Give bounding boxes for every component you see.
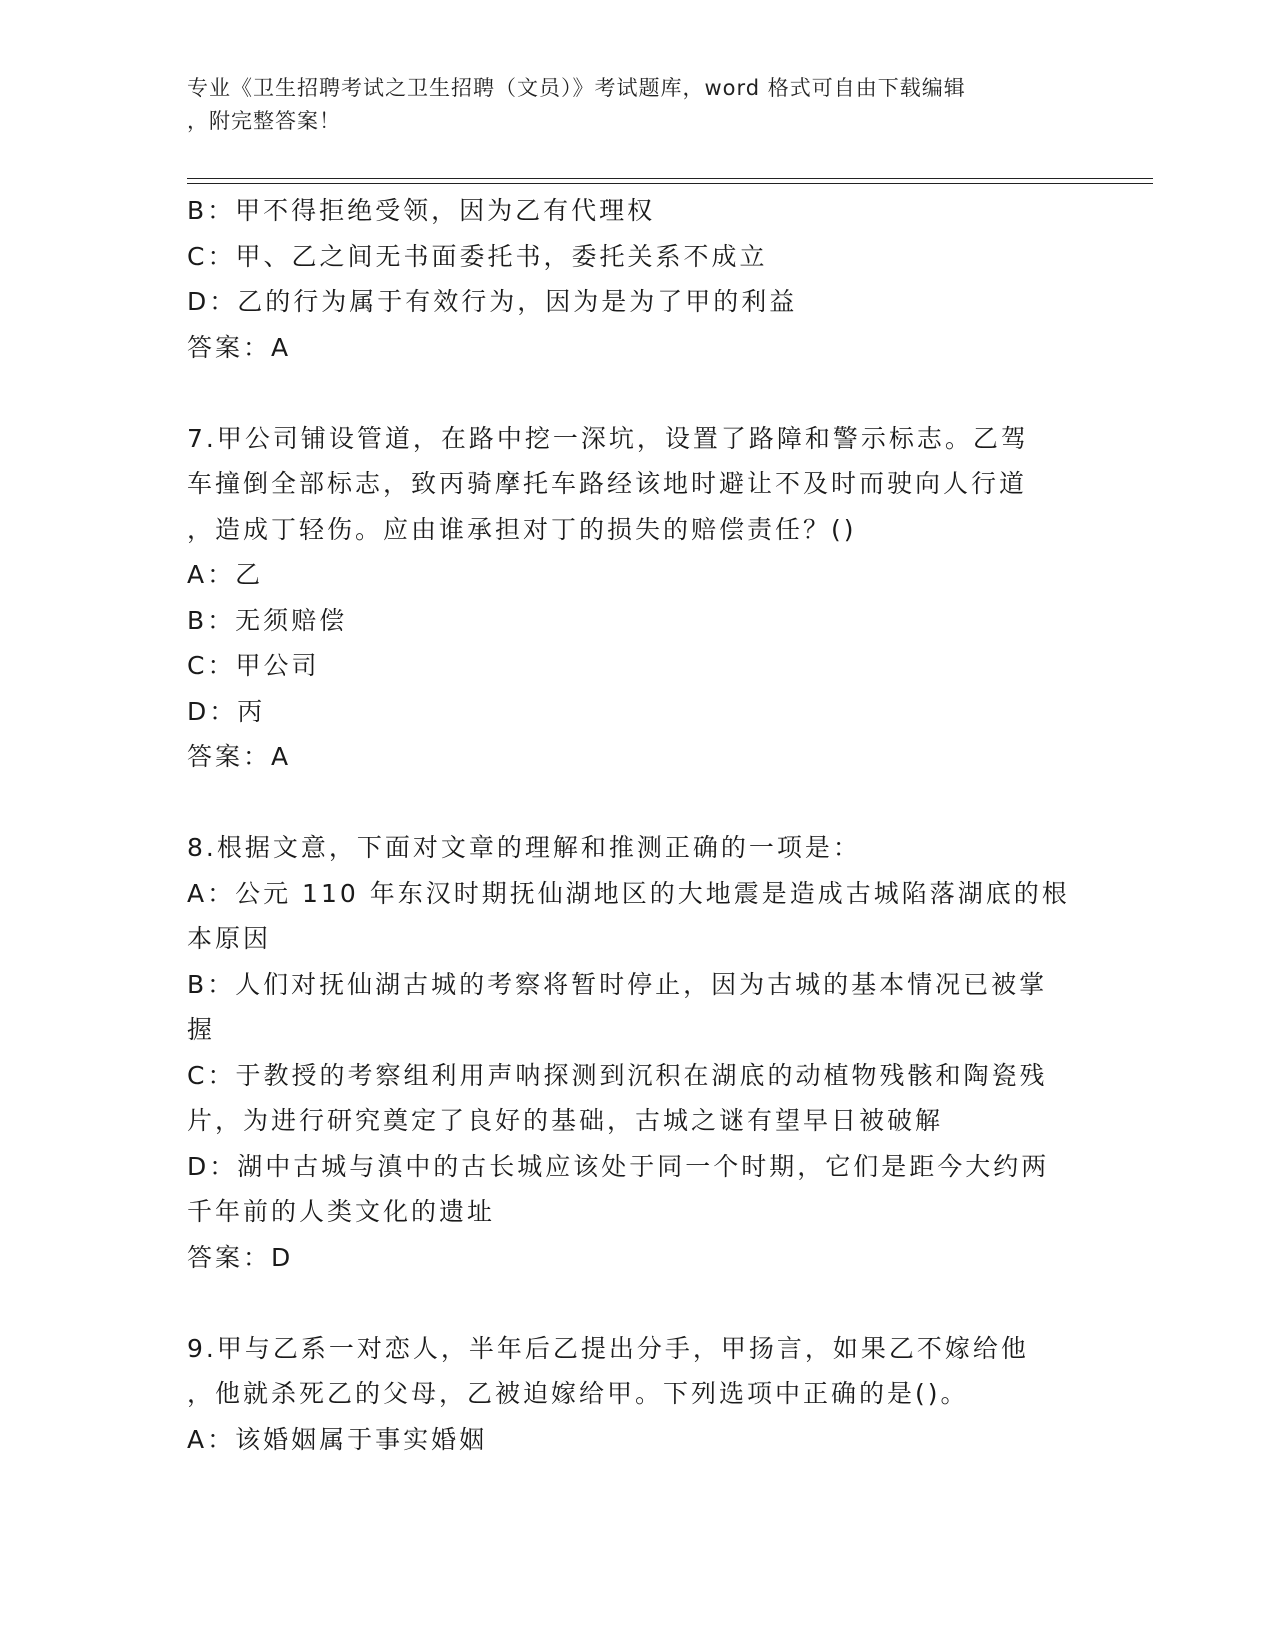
header-line-2: ，附完整答案！ — [187, 109, 341, 133]
q8-option-b-line: 握 — [187, 1015, 216, 1044]
q6-option-c: C：甲、乙之间无书面委托书，委托关系不成立 — [187, 241, 768, 271]
document-header — [187, 72, 1067, 138]
header-divider-top — [187, 178, 1153, 179]
q6-option-b: B：甲不得拒绝受领，因为乙有代理权 — [187, 196, 656, 225]
spacer — [187, 370, 1077, 416]
q9-option-a: A：该婚姻属于事实婚姻 — [187, 1424, 488, 1454]
question-9 — [187, 1326, 1077, 1463]
q8-option-d-line: D：湖中古城与滇中的古长城应该处于同一个时期，它们是距今大约两 — [187, 1151, 1050, 1181]
question-8 — [187, 825, 1077, 1280]
q7-option-c: C：甲公司 — [187, 651, 320, 680]
q7-option-b: B：无须赔偿 — [187, 605, 348, 635]
q9-stem-line: ，他就杀死乙的父母，乙被迫嫁给甲。下列选项中正确的是()。 — [187, 1379, 969, 1408]
q7-option-d: D：丙 — [187, 696, 266, 726]
q8-option-a-line: A：公元 110 年东汉时期抚仙湖地区的大地震是造成古城陷落湖底的根 — [187, 878, 1070, 908]
q8-option-c-line: 片，为进行研究奠定了良好的基础，古城之谜有望早日被破解 — [187, 1106, 944, 1135]
spacer — [187, 1280, 1077, 1326]
q7-answer: 答案：A — [187, 742, 292, 771]
q7-stem-line: 7.甲公司铺设管道，在路中挖一深坑，设置了路障和警示标志。乙驾 — [187, 423, 1029, 453]
q8-option-c-line: C：于教授的考察组利用声呐探测到沉积在湖底的动植物残骸和陶瓷残 — [187, 1060, 1048, 1090]
header-line-1: 专业《卫生招聘考试之卫生招聘（文员）》考试题库，word 格式可自由下载编辑 — [187, 76, 966, 100]
header-divider-bottom — [187, 183, 1153, 184]
q8-answer: 答案：D — [187, 1242, 294, 1272]
q9-stem-line: 9.甲与乙系一对恋人，半年后乙提出分手，甲扬言，如果乙不嫁给他 — [187, 1333, 1029, 1363]
document-body — [187, 188, 1077, 1462]
q8-option-a-line: 本原因 — [187, 924, 272, 953]
q7-option-a: A：乙 — [187, 560, 264, 589]
q7-stem-line: ，造成丁轻伤。应由谁承担对丁的损失的赔偿责任？() — [187, 514, 857, 544]
q8-option-b-line: B：人们对抚仙湖古城的考察将暂时停止，因为古城的基本情况已被掌 — [187, 969, 1048, 999]
question-7 — [187, 416, 1077, 780]
q7-stem-line: 车撞倒全部标志，致丙骑摩托车路经该地时避让不及时而驶向人行道 — [187, 469, 1028, 498]
q8-stem: 8.根据文意，下面对文章的理解和推测正确的一项是： — [187, 833, 861, 862]
question-6 — [187, 188, 1077, 370]
q8-option-d-line: 千年前的人类文化的遗址 — [187, 1197, 496, 1226]
q6-option-d: D：乙的行为属于有效行为，因为是为了甲的利益 — [187, 287, 798, 316]
spacer — [187, 780, 1077, 826]
q6-answer: 答案：A — [187, 332, 292, 362]
